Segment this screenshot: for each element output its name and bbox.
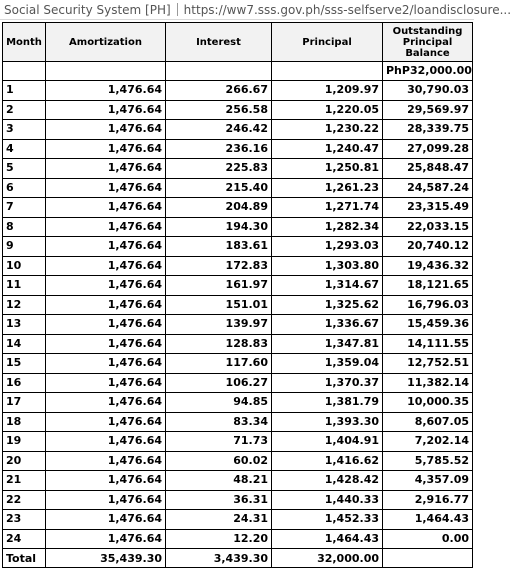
amortization-cell: 1,476.64 [46,315,166,335]
month-cell: 16 [3,373,46,393]
principal-cell: 1,282.34 [272,217,383,237]
interest-cell: 266.67 [166,81,272,101]
amortization-cell: 1,476.64 [46,334,166,354]
amortization-cell: 1,476.64 [46,217,166,237]
interest-cell: 246.42 [166,120,272,140]
amortization-cell: 1,476.64 [46,510,166,530]
interest-cell: 94.85 [166,393,272,413]
month-cell: 23 [3,510,46,530]
month-cell: 9 [3,237,46,257]
interest-header: Interest [166,23,272,62]
month-cell: 7 [3,198,46,218]
table-row [3,100,473,120]
amortization-cell: 1,476.64 [46,256,166,276]
page-url[interactable]: https://ww7.sss.gov.ph/sss-selfserve2/loandisclosure... [183,3,511,17]
total-principal: 32,000.00 [272,549,383,568]
interest-cell: 139.97 [166,315,272,335]
interest-cell: 24.31 [166,510,272,530]
amortization-cell: 1,476.64 [46,432,166,452]
interest-cell: 83.34 [166,412,272,432]
principal-cell: 1,336.67 [272,315,383,335]
site-title: Social Security System [PH] [4,3,171,17]
balance-cell: 23,315.49 [383,198,473,218]
balance-cell: 28,339.75 [383,120,473,140]
interest-cell: 256.58 [166,100,272,120]
amortization-cell: 1,476.64 [46,120,166,140]
amortization-cell: 1,476.64 [46,81,166,101]
interest-cell: 128.83 [166,334,272,354]
interest-cell: 36.31 [166,490,272,510]
total-label: Total [3,549,46,568]
interest-cell: 183.61 [166,237,272,257]
total-interest: 3,439.30 [166,549,272,568]
principal-cell: 1,240.47 [272,139,383,159]
balance-cell: 5,785.52 [383,451,473,471]
principal-cell: 1,381.79 [272,393,383,413]
balance-cell: 10,000.35 [383,393,473,413]
total-amortization: 35,439.30 [46,549,166,568]
interest-cell: 194.30 [166,217,272,237]
balance-cell: 22,033.15 [383,217,473,237]
month-cell: 15 [3,354,46,374]
loan-disclosure-table-container [2,22,472,568]
table-row [3,217,473,237]
balance-cell: 8,607.05 [383,412,473,432]
principal-cell: 1,428.42 [272,471,383,491]
table-row [3,412,473,432]
principal-cell: 1,209.97 [272,81,383,101]
interest-cell: 225.83 [166,159,272,179]
month-cell: 22 [3,490,46,510]
balance-cell: 27,099.28 [383,139,473,159]
table-row [3,198,473,218]
principal-cell: 1,261.23 [272,178,383,198]
table-row [3,178,473,198]
table-row [3,451,473,471]
amortization-cell: 1,476.64 [46,373,166,393]
month-cell: 6 [3,178,46,198]
table-row [3,471,473,491]
balance-cell: 0.00 [383,529,473,549]
balance-cell: 25,848.47 [383,159,473,179]
month-cell: 21 [3,471,46,491]
table-row [3,256,473,276]
table-row [3,510,473,530]
initial-interest-cell [166,62,272,81]
browser-title-bar [0,0,511,20]
table-row [3,490,473,510]
initial-balance-row [3,62,473,81]
interest-cell: 71.73 [166,432,272,452]
principal-cell: 1,404.91 [272,432,383,452]
month-cell: 24 [3,529,46,549]
balance-cell: 1,464.43 [383,510,473,530]
title-separator [177,3,178,16]
month-cell: 12 [3,295,46,315]
principal-cell: 1,452.33 [272,510,383,530]
month-cell: 17 [3,393,46,413]
amortization-cell: 1,476.64 [46,139,166,159]
balance-cell: 24,587.24 [383,178,473,198]
balance-cell: 11,382.14 [383,373,473,393]
table-row [3,315,473,335]
amortization-cell: 1,476.64 [46,100,166,120]
principal-cell: 1,325.62 [272,295,383,315]
principal-cell: 1,416.62 [272,451,383,471]
month-cell: 3 [3,120,46,140]
interest-cell: 236.16 [166,139,272,159]
month-cell: 18 [3,412,46,432]
principal-cell: 1,303.80 [272,256,383,276]
principal-cell: 1,293.03 [272,237,383,257]
principal-cell: 1,464.43 [272,529,383,549]
table-row [3,120,473,140]
balance-cell: 18,121.65 [383,276,473,296]
balance-cell: 15,459.36 [383,315,473,335]
month-cell: 2 [3,100,46,120]
initial-principal-cell [272,62,383,81]
interest-cell: 204.89 [166,198,272,218]
table-row [3,529,473,549]
month-cell: 14 [3,334,46,354]
principal-cell: 1,359.04 [272,354,383,374]
balance-cell: 20,740.12 [383,237,473,257]
interest-cell: 117.60 [166,354,272,374]
principal-cell: 1,393.30 [272,412,383,432]
balance-cell: 30,790.03 [383,81,473,101]
table-row [3,373,473,393]
principal-cell: 1,440.33 [272,490,383,510]
initial-amortization-cell [46,62,166,81]
balance-cell: 2,916.77 [383,490,473,510]
interest-cell: 172.83 [166,256,272,276]
amortization-cell: 1,476.64 [46,471,166,491]
month-cell: 5 [3,159,46,179]
interest-cell: 161.97 [166,276,272,296]
balance-cell: 7,202.14 [383,432,473,452]
amortization-schedule-table [2,22,473,568]
interest-cell: 106.27 [166,373,272,393]
balance-cell: 19,436.32 [383,256,473,276]
principal-cell: 1,220.05 [272,100,383,120]
table-row [3,276,473,296]
principal-cell: 1,314.67 [272,276,383,296]
amortization-cell: 1,476.64 [46,237,166,257]
amortization-cell: 1,476.64 [46,412,166,432]
table-row [3,159,473,179]
interest-cell: 215.40 [166,178,272,198]
interest-cell: 60.02 [166,451,272,471]
balance-cell: 16,796.03 [383,295,473,315]
balance-cell: 4,357.09 [383,471,473,491]
table-row [3,81,473,101]
table-row [3,354,473,374]
total-row [3,549,473,568]
amortization-cell: 1,476.64 [46,354,166,374]
balance-cell: 29,569.97 [383,100,473,120]
month-cell: 11 [3,276,46,296]
table-row [3,237,473,257]
principal-header: Principal [272,23,383,62]
table-row [3,393,473,413]
amortization-header: Amortization [46,23,166,62]
month-cell: 10 [3,256,46,276]
principal-cell: 1,370.37 [272,373,383,393]
amortization-cell: 1,476.64 [46,295,166,315]
month-cell: 20 [3,451,46,471]
schedule-body [3,62,473,549]
principal-cell: 1,347.81 [272,334,383,354]
amortization-cell: 1,476.64 [46,490,166,510]
month-cell: 13 [3,315,46,335]
initial-month-cell [3,62,46,81]
principal-cell: 1,250.81 [272,159,383,179]
month-cell: 8 [3,217,46,237]
table-row [3,295,473,315]
month-header: Month [3,23,46,62]
interest-cell: 48.21 [166,471,272,491]
principal-cell: 1,230.22 [272,120,383,140]
balance-header: Outstanding Principal Balance [383,23,473,62]
total-balance [383,549,473,568]
initial-balance-cell: PhP32,000.00 [383,62,473,81]
amortization-cell: 1,476.64 [46,178,166,198]
month-cell: 4 [3,139,46,159]
month-cell: 19 [3,432,46,452]
interest-cell: 151.01 [166,295,272,315]
amortization-cell: 1,476.64 [46,276,166,296]
balance-cell: 12,752.51 [383,354,473,374]
amortization-cell: 1,476.64 [46,529,166,549]
table-row [3,334,473,354]
header-row [3,23,473,62]
balance-cell: 14,111.55 [383,334,473,354]
amortization-cell: 1,476.64 [46,393,166,413]
table-row [3,139,473,159]
interest-cell: 12.20 [166,529,272,549]
amortization-cell: 1,476.64 [46,198,166,218]
principal-cell: 1,271.74 [272,198,383,218]
month-cell: 1 [3,81,46,101]
amortization-cell: 1,476.64 [46,451,166,471]
amortization-cell: 1,476.64 [46,159,166,179]
table-row [3,432,473,452]
